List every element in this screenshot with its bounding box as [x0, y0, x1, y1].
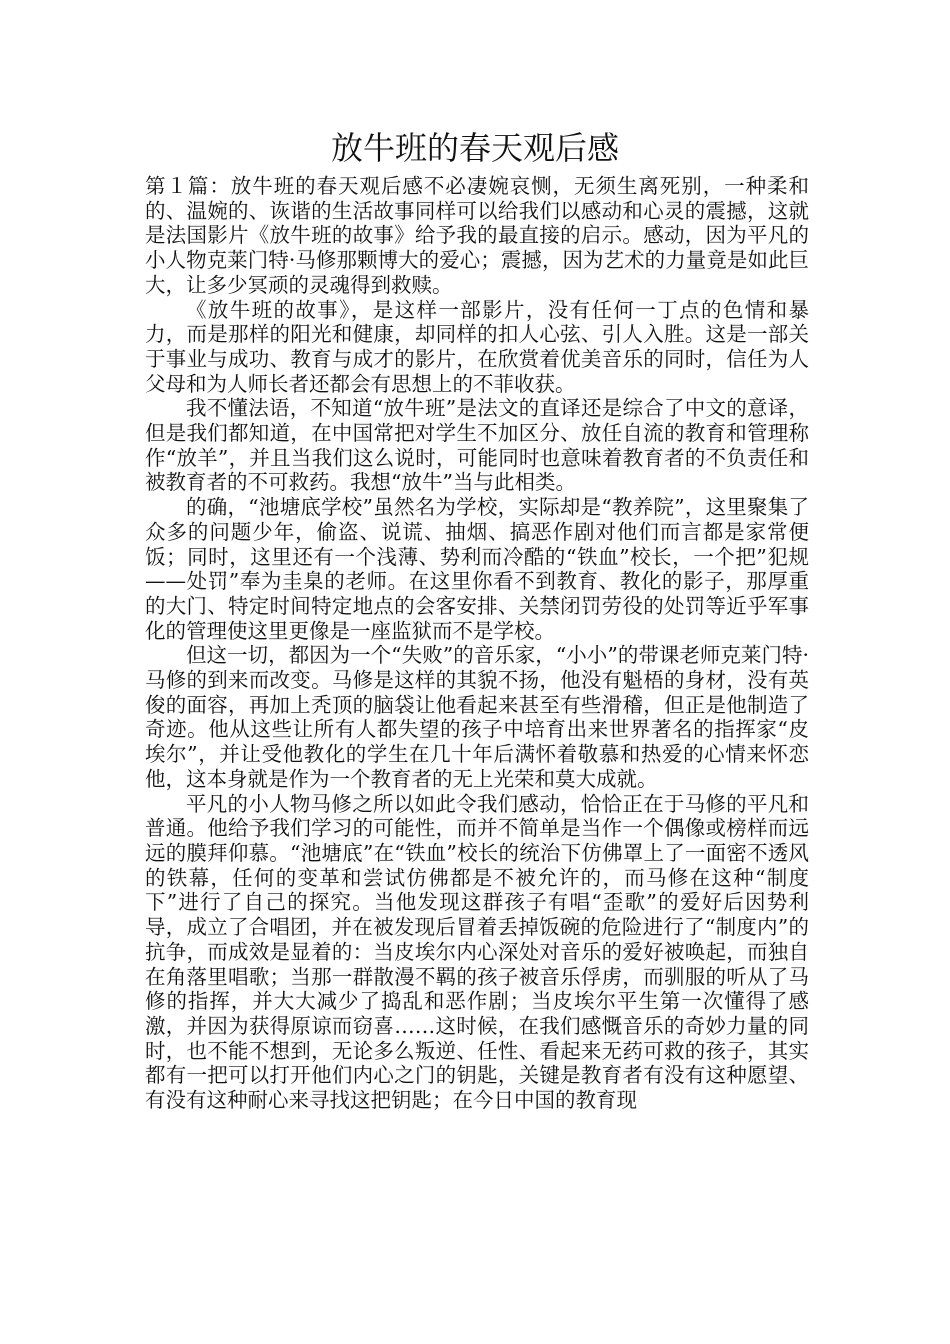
document-title: 放牛班的春天观后感 — [330, 129, 619, 167]
paragraph-3: 我不懂法语，不知道“放牛班”是法文的直译还是综合了中文的意译，但是我们都知道，在中国常把对学生不加区分、放任自流的教育和管理称作“放羊”，并且当我们这么说时，可能同时也意味着教育者的不负责任和被教育者的不可救药。我想“放牛”当与此相类。 — [145, 396, 809, 495]
paragraph-5: 但这一切，都因为一个“失败”的音乐家，“小小”的带课老师克莱门特·马修的到来而改变。马修是这样的其貌不扬，他没有魁梧的身材，没有英俊的面容，再加上秃顶的脑袋让他看起来甚至有些滑稽，但正是他制造了奇迹。他从这些让所有人都失望的孩子中培育出来世界著名的指挥家“皮埃尔”，并让受他教化的学生在几十年后满怀着敬慕和热爱的心情来怀恋他，这本身就是作为一个教育者的无上光荣和莫大成就。 — [145, 643, 809, 791]
paragraph-1: 第１篇：放牛班的春天观后感不必凄婉哀恻，无须生离死别，一种柔和的、温婉的、诙谐的生活故事同样可以给我们以感动和心灵的震撼，这就是法国影片《放牛班的故事》给予我的最直接的启示。感动，因为平凡的小人物克莱门特·马修那颗博大的爱心；震撼，因为艺术的力量竟是如此巨大，让多少冥顽的灵魂得到救赎。 — [145, 174, 809, 297]
paragraph-6: 平凡的小人物马修之所以如此令我们感动，恰恰正在于马修的平凡和普通。他给予我们学习的可能性，而并不简单是当作一个偶像或榜样而远远的膜拜仰慕。“池塘底”在“铁血”校长的统治下仿佛罩上了一面密不透风的铁幕，任何的变革和尝试仿佛都是不被允许的，而马修在这种“制度下”进行了自己的探究。当他发现这群孩子有唱“歪歌”的爱好后因势利导，成立了合唱团，并在被发现后冒着丢掉饭碗的危险进行了“制度内”的抗争，而成效是显着的：当皮埃尔内心深处对音乐的爱好被唤起，而独自在角落里唱歌；当那一群散漫不羁的孩子被音乐俘虏，而驯服的听从了马修的指挥，并大大减少了捣乱和恶作剧；当皮埃尔平生第一次懂得了感激，并因为获得原谅而窃喜……这时候，在我们感慨音乐的奇妙力量的同时，也不能不想到，无论多么叛逆、任性、看起来无药可救的孩子，其实都有一把可以打开他们内心之门的钥匙，关键是教育者有没有这种愿望、有没有这种耐心来寻找这把钥匙；在今日中国的教育现 — [145, 791, 809, 1113]
document-body — [145, 174, 809, 1113]
paragraph-2: 《放牛班的故事》，是这样一部影片，没有任何一丁点的色情和暴力，而是那样的阳光和健康，却同样的扣人心弦、引人入胜。这是一部关于事业与成功、教育与成才的影片，在欣赏着优美音乐的同时，信任为人父母和为人师长者还都会有思想上的不菲收获。 — [145, 297, 809, 396]
paragraph-4: 的确，“池塘底学校”虽然名为学校，实际却是“教养院”，这里聚集了众多的问题少年，偷盗、说谎、抽烟、搞恶作剧对他们而言都是家常便饭；同时，这里还有一个浅薄、势利而冷酷的“铁血”校长，一个把”犯规——处罚”奉为圭臬的老师。在这里你看不到教育、教化的影子，那厚重的大门、特定时间特定地点的会客安排、关禁闭罚劳役的处罚等近乎军事化的管理使这里更像是一座监狱而不是学校。 — [145, 495, 809, 643]
